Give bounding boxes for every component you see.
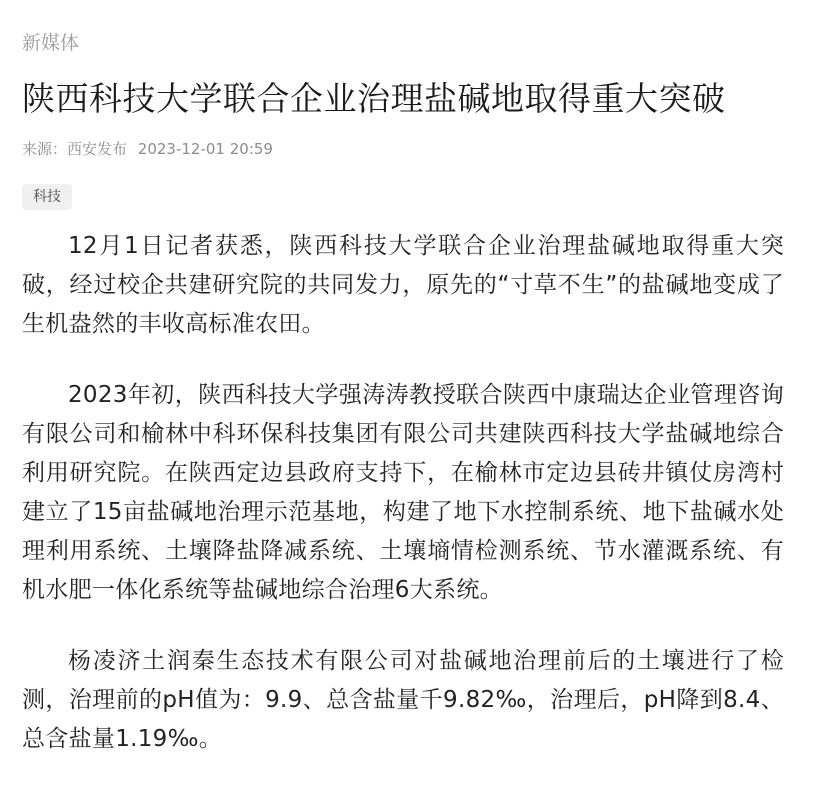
article-paragraph: 2023年初，陕西科技大学强涛涛教授联合陕西中康瑞达企业管理咨询有限公司和榆林中科环保科技集团有限公司共建陕西科技大学盐碱地综合利用研究院。在陕西定边县政府支持下，在榆林市定边县砖井镇仗房湾村建立了15亩盐碱地治理示范基地，构建了地下水控制系统、地下盐碱水处理利用系统、土壤降盐降减系统、土壤墒情检测系统、节水灌溉系统、有机水肥一体化系统等盐碱地综合治理6大系统。 <box>22 382 784 603</box>
category-tag[interactable]: 科技 <box>22 184 72 210</box>
article-title: 陕西科技大学联合企业治理盐碱地取得重大突破 <box>22 79 726 118</box>
channel-label[interactable]: 新媒体 <box>22 32 80 54</box>
article-paragraph: 12月1日记者获悉，陕西科技大学联合企业治理盐碱地取得重大突破，经过校企共建研究院的共同发力，原先的“寸草不生”的盐碱地变成了生机盎然的丰收高标准农田。 <box>22 233 784 337</box>
article-source: 来源：西安发布 <box>22 140 128 158</box>
article-meta <box>22 138 273 160</box>
article-body <box>22 227 784 791</box>
article-paragraph: 杨凌济土润秦生态技术有限公司对盐碱地治理前后的土壤进行了检测，治理前的pH值为：9.9、总含盐量千9.82‰，治理后，pH降到8.4、总含盐量1.19‰。 <box>22 648 784 752</box>
article-date: 2023-12-01 20:59 <box>137 140 273 158</box>
